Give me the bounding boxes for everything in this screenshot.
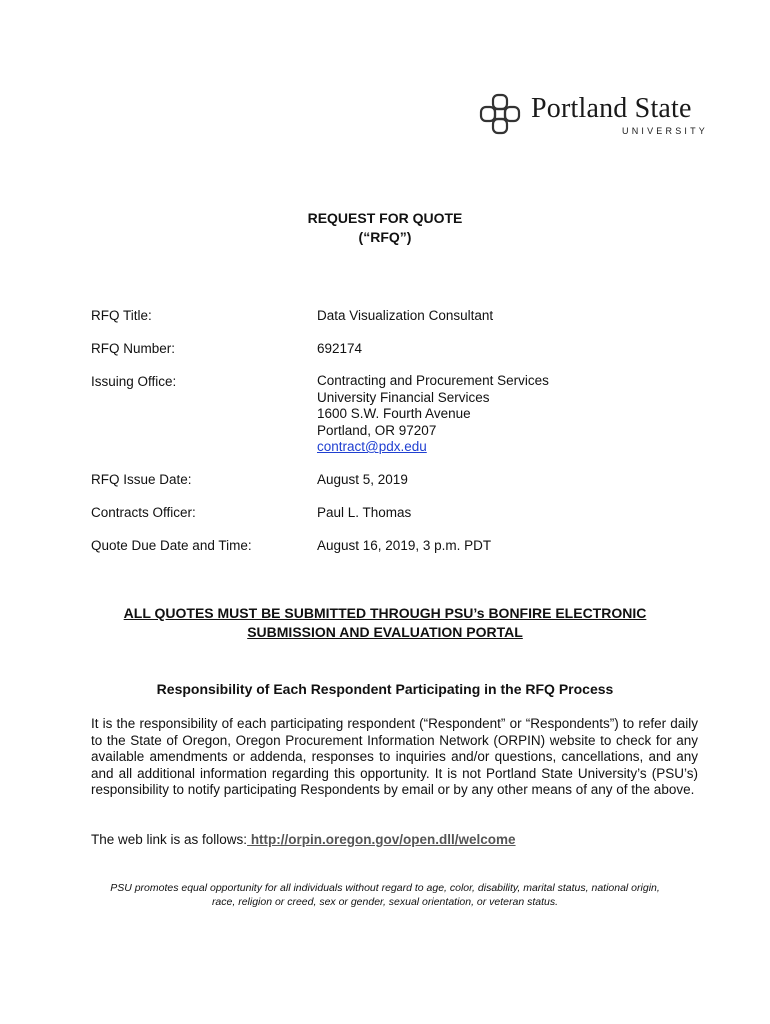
issuing-office-address xyxy=(317,373,549,456)
rfq-title-label: RFQ Title: xyxy=(91,308,152,323)
due-date-label: Quote Due Date and Time: xyxy=(91,538,252,553)
logo-subtitle: UNIVERSITY xyxy=(622,126,709,136)
bonfire-notice xyxy=(0,604,770,642)
weblink-prefix: The web link is as follows: xyxy=(91,832,248,847)
psu-logo-icon xyxy=(478,92,522,136)
contracts-officer-value: Paul L. Thomas xyxy=(317,505,412,520)
weblink-line xyxy=(91,832,516,847)
issuing-office-label: Issuing Office: xyxy=(91,374,177,389)
responsibility-paragraph: It is the responsibility of each participating respondent (“Respondent” or “Respondents”) to refer daily to the State of Oregon, Oregon Procurement Information Network (ORPIN) website to check for any available amendments or addenda, responses to inquiries and/or questions, cancellations, and any and all additional information regarding this opportunity. It is not Portland State University’s (PSU’s) responsibility to notify participating Respondents by email or by any other means of any of the above. xyxy=(91,716,698,797)
responsibility-heading: Responsibility of Each Respondent Participating in the RFQ Process xyxy=(156,681,614,697)
rfq-number-label: RFQ Number: xyxy=(91,341,176,356)
issuing-office-line: Contracting and Procurement Services xyxy=(317,373,549,388)
issue-date-value: August 5, 2019 xyxy=(317,472,408,487)
orpin-link[interactable]: http://orpin.oregon.gov/open.dll/welcome xyxy=(247,832,516,847)
contract-email-link[interactable]: contract@pdx.edu xyxy=(317,439,427,454)
bonfire-notice-line: ALL QUOTES MUST BE SUBMITTED THROUGH PSU’s BONFIRE ELECTRONIC xyxy=(123,605,647,621)
document-title: REQUEST FOR QUOTE xyxy=(307,210,463,226)
rfq-number-value: 692174 xyxy=(317,341,363,356)
issue-date-label: RFQ Issue Date: xyxy=(91,472,192,487)
bonfire-notice-line: SUBMISSION AND EVALUATION PORTAL xyxy=(247,624,523,640)
psu-logo xyxy=(476,90,716,140)
issuing-office-line: 1600 S.W. Fourth Avenue xyxy=(317,406,471,421)
footer-line: race, religion or creed, sex or gender, sexual orientation, or veteran status. xyxy=(211,896,559,908)
due-date-value: August 16, 2019, 3 p.m. PDT xyxy=(317,538,492,553)
contracts-officer-label: Contracts Officer: xyxy=(91,505,196,520)
logo-name: Portland State xyxy=(531,93,692,124)
issuing-office-line: Portland, OR 97207 xyxy=(317,422,437,438)
equal-opportunity-statement xyxy=(0,881,770,909)
footer-line: PSU promotes equal opportunity for all individuals without regard to age, color, disability, marital status, national origin, xyxy=(110,882,660,894)
rfq-title-value: Data Visualization Consultant xyxy=(317,308,494,323)
document-title-abbrev: (“RFQ”) xyxy=(358,229,412,245)
issuing-office-line: University Financial Services xyxy=(317,389,490,405)
